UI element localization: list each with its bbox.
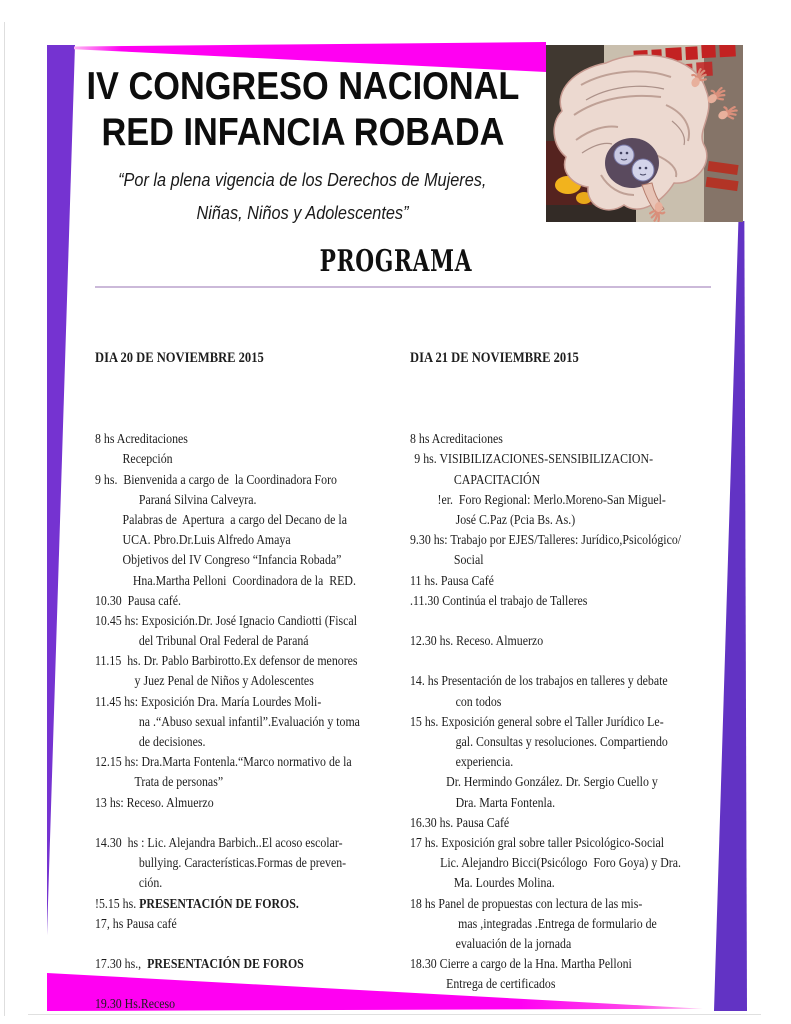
day2-heading: DIA 21 DE NOVIEMBRE 2015 [410, 350, 579, 367]
schedule-line: bullying. Características.Formas de preven- [138, 855, 347, 871]
congress-title-line2: RED INFANCIA ROBADA [101, 111, 504, 154]
heading-divider-line [95, 286, 711, 288]
schedule-line: 12.15 hs: Dra.Marta Fontenla.“Marco normativo de la [95, 754, 352, 770]
schedule-line: 18.30 Cierre a cargo de la Hna. Martha Pelloni [410, 956, 632, 972]
schedule-line: mas ,integradas .Entrega de formulario de [458, 915, 657, 931]
schedule-line: 17, hs Pausa café [95, 915, 177, 931]
schedule-line: Trata de personas” [134, 774, 224, 790]
schedule-line: Palabras de Apertura a cargo del Decano de la [122, 511, 347, 527]
schedule-line: 16.30 hs. Pausa Café [410, 814, 510, 830]
schedule-line: Dr. Hermindo González. Dr. Sergio Cuello y [446, 774, 658, 790]
schedule-line: gal. Consultas y resoluciones. Compartiendo [455, 734, 668, 750]
header-block [55, 64, 550, 229]
schedule-day1-column [95, 308, 422, 1015]
schedule-line: José C.Paz (Pcia Bs. As.) [455, 511, 576, 527]
schedule-line [410, 651, 737, 671]
congress-title-line1: IV CONGRESO NACIONAL [86, 65, 519, 108]
schedule-line: Entrega de certificados [446, 976, 556, 992]
subtitle-line1: “Por la plena vigencia de los Derechos de Mujeres, [118, 169, 487, 190]
schedule-line: 9 hs. Bienvenida a cargo de la Coordinadora Foro [95, 471, 337, 487]
schedule-line: Lic. Alejandro Bicci(Psicólogo Foro Goya) y Dra. [440, 855, 681, 871]
schedule-line: Hna.Martha Pelloni Coordinadora de la RED. [132, 572, 356, 588]
schedule-line: Objetivos del IV Congreso “Infancia Robada” [122, 552, 342, 568]
schedule-line: Social [453, 552, 484, 568]
congress-artwork-photo [546, 45, 743, 222]
schedule-line: experiencia. [455, 754, 514, 770]
schedule-line: Dra. Marta Fontenla. [455, 794, 556, 810]
schedule-line: na .“Abuso sexual infantil”.Evaluación y toma [138, 713, 360, 729]
schedule-line: 10.30 Pausa café. [95, 592, 181, 608]
schedule-line: 15 hs. Exposición general sobre el Taller Jurídico Le- [410, 713, 664, 729]
schedule-day2-column [410, 308, 737, 994]
schedule-line: .11.30 Continúa el trabajo de Talleres [410, 592, 588, 608]
schedule-line: 17 hs. Exposición gral sobre taller Psicológico-Social [410, 834, 665, 850]
photo-shadow-bottom [546, 205, 636, 222]
schedule-line: y Juez Penal de Niños y Adolescentes [134, 673, 314, 689]
schedule-line: Ma. Lourdes Molina. [453, 875, 555, 891]
schedule-line: evaluación de la jornada [455, 935, 572, 951]
schedule-line: ción. [138, 875, 163, 891]
schedule-line [95, 934, 422, 954]
schedule-line: de decisiones. [138, 734, 206, 750]
schedule-line: UCA. Pbro.Dr.Luis Alfredo Amaya [122, 532, 291, 548]
schedule-line: 11 hs. Pausa Café [410, 572, 494, 588]
schedule-line: Recepción [122, 451, 173, 467]
schedule-line: 10.45 hs: Exposición.Dr. José Ignacio Candiotti (Fiscal [95, 612, 358, 628]
schedule-line: del Tribunal Oral Federal de Paraná [138, 633, 309, 649]
schedule-line: 17.30 hs., PRESENTACIÓN DE FOROS [95, 956, 304, 972]
schedule-line: !5.15 hs. PRESENTACIÓN DE FOROS. [95, 895, 299, 911]
artwork-illustration [546, 45, 743, 222]
schedule-line: 14. hs Presentación de los trabajos en talleres y debate [410, 673, 668, 689]
schedule-line: CAPACITACIÓN [453, 471, 541, 487]
schedule-line: 12.30 hs. Receso. Almuerzo [410, 633, 544, 649]
schedule-line: 8 hs Acreditaciones [410, 431, 503, 447]
schedule-line [95, 974, 422, 994]
schedule-line: 11.45 hs: Exposición Dra. María Lourdes Moli- [95, 693, 322, 709]
schedule-line: 13 hs: Receso. Almuerzo [95, 794, 214, 810]
schedule-line: 9.30 hs: Trabajo por EJES/Talleres: Jurídico,Psicológico/ [410, 532, 682, 548]
congress-subtitle [55, 163, 550, 229]
schedule-line: con todos [455, 693, 502, 709]
schedule-line [95, 813, 422, 833]
schedule-line: 11.15 hs. Dr. Pablo Barbirotto.Ex defensor de menores [95, 653, 358, 669]
schedule-line [410, 611, 737, 631]
schedule-line: 18 hs Panel de propuestas con lectura de las mis- [410, 895, 643, 911]
page-edge-left [4, 22, 5, 1016]
schedule-line: 14.30 hs : Lic. Alejandra Barbich..El acoso escolar- [95, 834, 343, 850]
schedule-line: 8 hs Acreditaciones [95, 431, 188, 447]
day1-heading: DIA 20 DE NOVIEMBRE 2015 [95, 350, 264, 367]
schedule-line: Paraná Silvina Calveyra. [138, 491, 257, 507]
schedule-line: 19.30 Hs.Receso [95, 996, 176, 1012]
subtitle-line2: Niñas, Niños y Adolescentes” [196, 202, 409, 223]
schedule-line: !er. Foro Regional: Merlo.Moreno-San Miguel- [437, 491, 666, 507]
program-section-heading: PROGRAMA [319, 244, 472, 279]
schedule-line: 9 hs. VISIBILIZACIONES-SENSIBILIZACION- [414, 451, 654, 467]
